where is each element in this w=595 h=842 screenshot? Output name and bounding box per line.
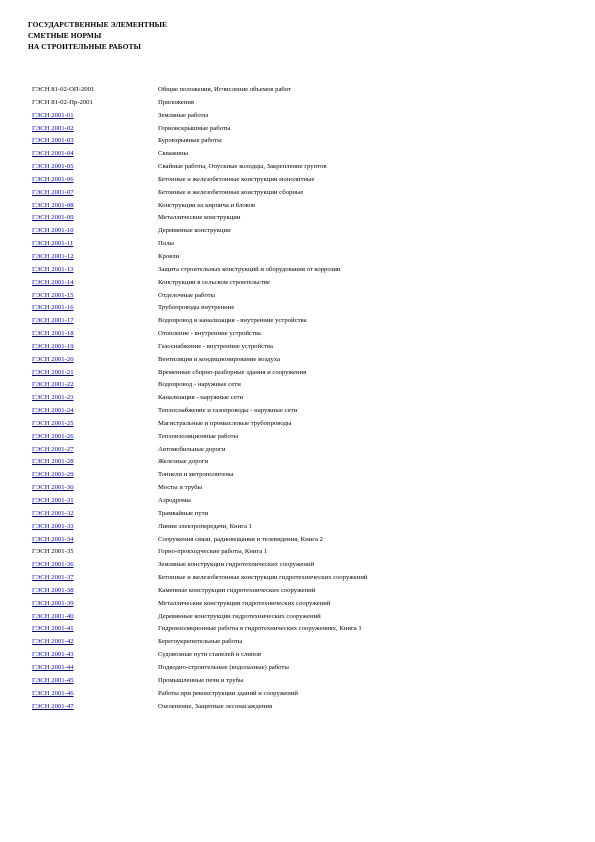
norm-code-link[interactable]: ГЭСН 2001-21	[32, 368, 74, 376]
norm-title: Деревянные конструкции	[158, 227, 231, 235]
list-item	[32, 521, 572, 534]
list-item	[32, 84, 572, 97]
norm-title: Приложения	[158, 98, 195, 106]
list-item	[32, 290, 572, 303]
norm-code-link[interactable]: ГЭСН 2001-43	[32, 651, 74, 659]
norm-title: Защита строительных конструкций и оборудования от коррозии	[158, 265, 341, 273]
norm-code-link[interactable]: ГЭСН 2001-30	[32, 484, 74, 492]
norm-title: Гидроизоляционные работы в гидротехнических сооружениях, Книга 1	[158, 625, 362, 633]
norm-title: Кровли	[158, 252, 180, 260]
norm-title: Металлические конструкции гидротехнических сооружений	[158, 599, 331, 607]
norm-code-link[interactable]: ГЭСН 2001-26	[32, 432, 74, 440]
list-item	[32, 623, 572, 636]
norm-code: ГЭСН 81-02-Пр-2001	[32, 98, 93, 106]
norm-title: Бетонные и железобетонные конструкции гидротехнических сооружений	[158, 574, 368, 582]
norm-code-link[interactable]: ГЭСН 2001-12	[32, 252, 74, 260]
norm-title: Земляные конструкции гидротехнических сооружений	[158, 561, 315, 569]
norm-code-link[interactable]: ГЭСН 2001-45	[32, 676, 74, 684]
list-item	[32, 585, 572, 598]
norm-code-link[interactable]: ГЭСН 2001-29	[32, 471, 74, 479]
list-item	[32, 649, 572, 662]
norm-code-link[interactable]: ГЭСН 2001-24	[32, 407, 74, 415]
list-item	[32, 572, 572, 585]
norm-title: Полы	[158, 240, 174, 248]
norm-title: Конструкции в сельском строительстве	[158, 278, 271, 286]
list-item	[32, 187, 572, 200]
norm-code-link[interactable]: ГЭСН 2001-33	[32, 522, 74, 530]
norm-title: Газоснабжение - внутренние устройства	[158, 342, 274, 350]
norm-title: Отделочные работы	[158, 291, 216, 299]
list-item	[32, 508, 572, 521]
norm-code-link[interactable]: ГЭСН 2001-18	[32, 330, 74, 338]
norm-title: Автомобильные дороги	[158, 445, 226, 453]
norm-code-link[interactable]: ГЭСН 2001-17	[32, 317, 74, 325]
norm-title: Теплоизоляционные работы	[158, 432, 239, 440]
norm-title: Тоннели и метрополитены	[158, 471, 234, 479]
list-item	[32, 302, 572, 315]
list-item	[32, 174, 572, 187]
norm-code-link[interactable]: ГЭСН 2001-15	[32, 291, 74, 299]
norm-title: Озеленение, Защитные лесонасаждения	[158, 702, 273, 710]
norm-title: Горновскрышные работы	[158, 124, 231, 132]
norm-code-link[interactable]: ГЭСН 2001-37	[32, 574, 74, 582]
list-item	[32, 495, 572, 508]
document-header	[28, 19, 167, 52]
norm-code-link[interactable]: ГЭСН 2001-36	[32, 561, 74, 569]
norm-title: Берегоукрепительные работы	[158, 638, 243, 646]
norm-code-link[interactable]: ГЭСН 2001-05	[32, 163, 74, 171]
norm-code-link[interactable]: ГЭСН 2001-31	[32, 497, 74, 504]
list-item	[32, 264, 572, 277]
norms-list	[32, 84, 572, 713]
list-item	[32, 546, 572, 559]
norm-code-link[interactable]: ГЭСН 2001-28	[32, 458, 74, 466]
norm-title: Каменные конструкции гидротехнических сооружений	[158, 586, 316, 594]
list-item	[32, 251, 572, 264]
list-item	[32, 238, 572, 251]
norm-title: Судовозные пути стапелей и слипов	[158, 651, 262, 659]
list-item	[32, 418, 572, 431]
list-item	[32, 161, 572, 174]
list-item	[32, 367, 572, 380]
norm-title: Сооружения связи, радиовещания и телевидения, Книга 2	[158, 535, 323, 543]
norm-code-link[interactable]: ГЭСН 2001-27	[32, 445, 74, 453]
list-item	[32, 212, 572, 225]
norm-code-link[interactable]: ГЭСН 2001-40	[32, 612, 74, 620]
header-line-1: ГОСУДАРСТВЕННЫЕ ЭЛЕМЕНТНЫЕ	[28, 20, 168, 29]
list-item	[32, 598, 572, 611]
norm-title: Конструкции из кирпича и блоков	[158, 201, 256, 209]
norm-code-link[interactable]: ГЭСН 2001-44	[32, 663, 74, 671]
norm-code-link[interactable]: ГЭСН 2001-39	[32, 599, 74, 607]
norm-title: Подводно-строительные (водолазные) работы	[158, 663, 289, 671]
list-item	[32, 701, 572, 714]
norm-title: Отопление - внутренние устройства	[158, 330, 261, 338]
norm-title: Водопровод и канализация - внутренние устройства	[158, 317, 307, 325]
norm-code-link[interactable]: ГЭСН 2001-22	[32, 381, 74, 389]
list-item	[32, 444, 572, 457]
norm-title: Работы при реконструкции зданий и сооружений	[158, 689, 298, 697]
list-item	[32, 688, 572, 701]
norm-code-link[interactable]: ГЭСН 2001-34	[32, 535, 74, 543]
norm-code-link[interactable]: ГЭСН 2001-46	[32, 689, 74, 697]
list-item	[32, 431, 572, 444]
norm-code-link[interactable]: ГЭСН 2001-42	[32, 638, 74, 646]
list-item	[32, 200, 572, 213]
list-item	[32, 277, 572, 290]
norm-title: Трубопроводы внутренние	[158, 304, 235, 312]
list-item	[32, 482, 572, 495]
list-item	[32, 636, 572, 649]
list-item	[32, 675, 572, 688]
norm-title: Линии электропередачи, Книга 1	[158, 522, 252, 530]
list-item	[32, 662, 572, 675]
list-item	[32, 456, 572, 469]
norm-title: Временные сборно-разборные здания и сооружения	[158, 368, 307, 376]
norm-title: Земляные работы	[158, 111, 209, 119]
norm-code: ГЭСН 81-02-ОП-2001	[32, 86, 95, 93]
norm-title: Промышленные печи и трубы	[158, 676, 244, 684]
list-item	[32, 341, 572, 354]
norm-code-link[interactable]: ГЭСН 2001-01	[32, 111, 74, 119]
list-item	[32, 354, 572, 367]
norm-title: Мосты и трубы	[158, 484, 203, 492]
norm-title: Водопровод - наружные сети	[158, 381, 241, 389]
norm-code-link[interactable]: ГЭСН 2001-47	[32, 702, 74, 710]
norm-title: Горно-прокходческие работы, Книга 1	[158, 548, 268, 556]
list-item	[32, 469, 572, 482]
norm-title: Трамвайные пути	[158, 509, 209, 517]
norm-code-link[interactable]: ГЭСН 2001-02	[32, 124, 74, 132]
header-line-2: СМЕТНЫЕ НОРМЫ	[28, 31, 102, 40]
list-item	[32, 123, 572, 136]
list-item	[32, 405, 572, 418]
list-item	[32, 315, 572, 328]
list-item	[32, 379, 572, 392]
norm-title: Бетонные и железобетонные конструкции монолитные	[158, 175, 315, 183]
norm-code-link[interactable]: ГЭСН 2001-03	[32, 137, 74, 145]
norm-code-link[interactable]: ГЭСН 2001-32	[32, 509, 74, 517]
norm-code-link[interactable]: ГЭСН 2001-20	[32, 355, 74, 363]
norm-code-link[interactable]: ГЭСН 2001-06	[32, 175, 74, 183]
norm-code: ГЭСН 2001-35	[32, 548, 74, 556]
header-line-3: НА СТРОИТЕЛЬНЫЕ РАБОТЫ	[28, 42, 141, 51]
list-item	[32, 534, 572, 547]
list-item	[32, 611, 572, 624]
norm-title: Магистральные и промысловые трубопроводы	[158, 419, 292, 427]
norm-code-link[interactable]: ГЭСН 2001-10	[32, 227, 74, 235]
list-item	[32, 97, 572, 110]
list-item	[32, 110, 572, 123]
norm-title: Вентиляция и кондиционирование воздуха	[158, 355, 281, 363]
norm-code-link[interactable]: ГЭСН 2001-16	[32, 304, 74, 312]
norm-code-link[interactable]: ГЭСН 2001-41	[32, 625, 74, 633]
norm-title: Буровзрывные работы	[158, 137, 222, 145]
list-item	[32, 135, 572, 148]
norm-code-link[interactable]: ГЭСН 2001-25	[32, 419, 74, 427]
norm-title: Теплоснабжение и газопроводы - наружные сети	[158, 407, 298, 415]
norm-code-link[interactable]: ГЭСН 2001-04	[32, 150, 74, 158]
norm-title: Общие положения, Исчисление объемов работ	[158, 86, 292, 93]
norm-title: Деревянные конструкции гидротехнических сооружений	[158, 612, 321, 620]
norm-title: Железные дороги	[158, 458, 209, 466]
norm-title: Канализация - наружные сети	[158, 394, 244, 402]
norm-code-link[interactable]: ГЭСН 2001-08	[32, 201, 74, 209]
list-item	[32, 559, 572, 572]
norm-title: Металлические конструкции	[158, 214, 241, 222]
norm-code-link[interactable]: ГЭСН 2001-14	[32, 278, 74, 286]
norm-code-link[interactable]: ГЭСН 2001-13	[32, 265, 74, 273]
norm-code-link[interactable]: ГЭСН 2001-09	[32, 214, 74, 222]
list-item	[32, 328, 572, 341]
norm-title: Аэродромы	[158, 497, 191, 504]
norm-code-link[interactable]: ГЭСН 2001-11	[32, 240, 74, 248]
list-item	[32, 225, 572, 238]
list-item	[32, 392, 572, 405]
norm-code-link[interactable]: ГЭСН 2001-38	[32, 586, 74, 594]
norm-title: Бетонные и железобетонные конструкции сборные	[158, 188, 304, 196]
norm-title: Свайные работы, Опускные колодцы, Закрепление грунтов	[158, 163, 327, 171]
norm-code-link[interactable]: ГЭСН 2001-19	[32, 342, 74, 350]
list-item	[32, 148, 572, 161]
norm-code-link[interactable]: ГЭСН 2001-23	[32, 394, 74, 402]
norm-title: Скважины	[158, 150, 189, 158]
norm-code-link[interactable]: ГЭСН 2001-07	[32, 188, 74, 196]
